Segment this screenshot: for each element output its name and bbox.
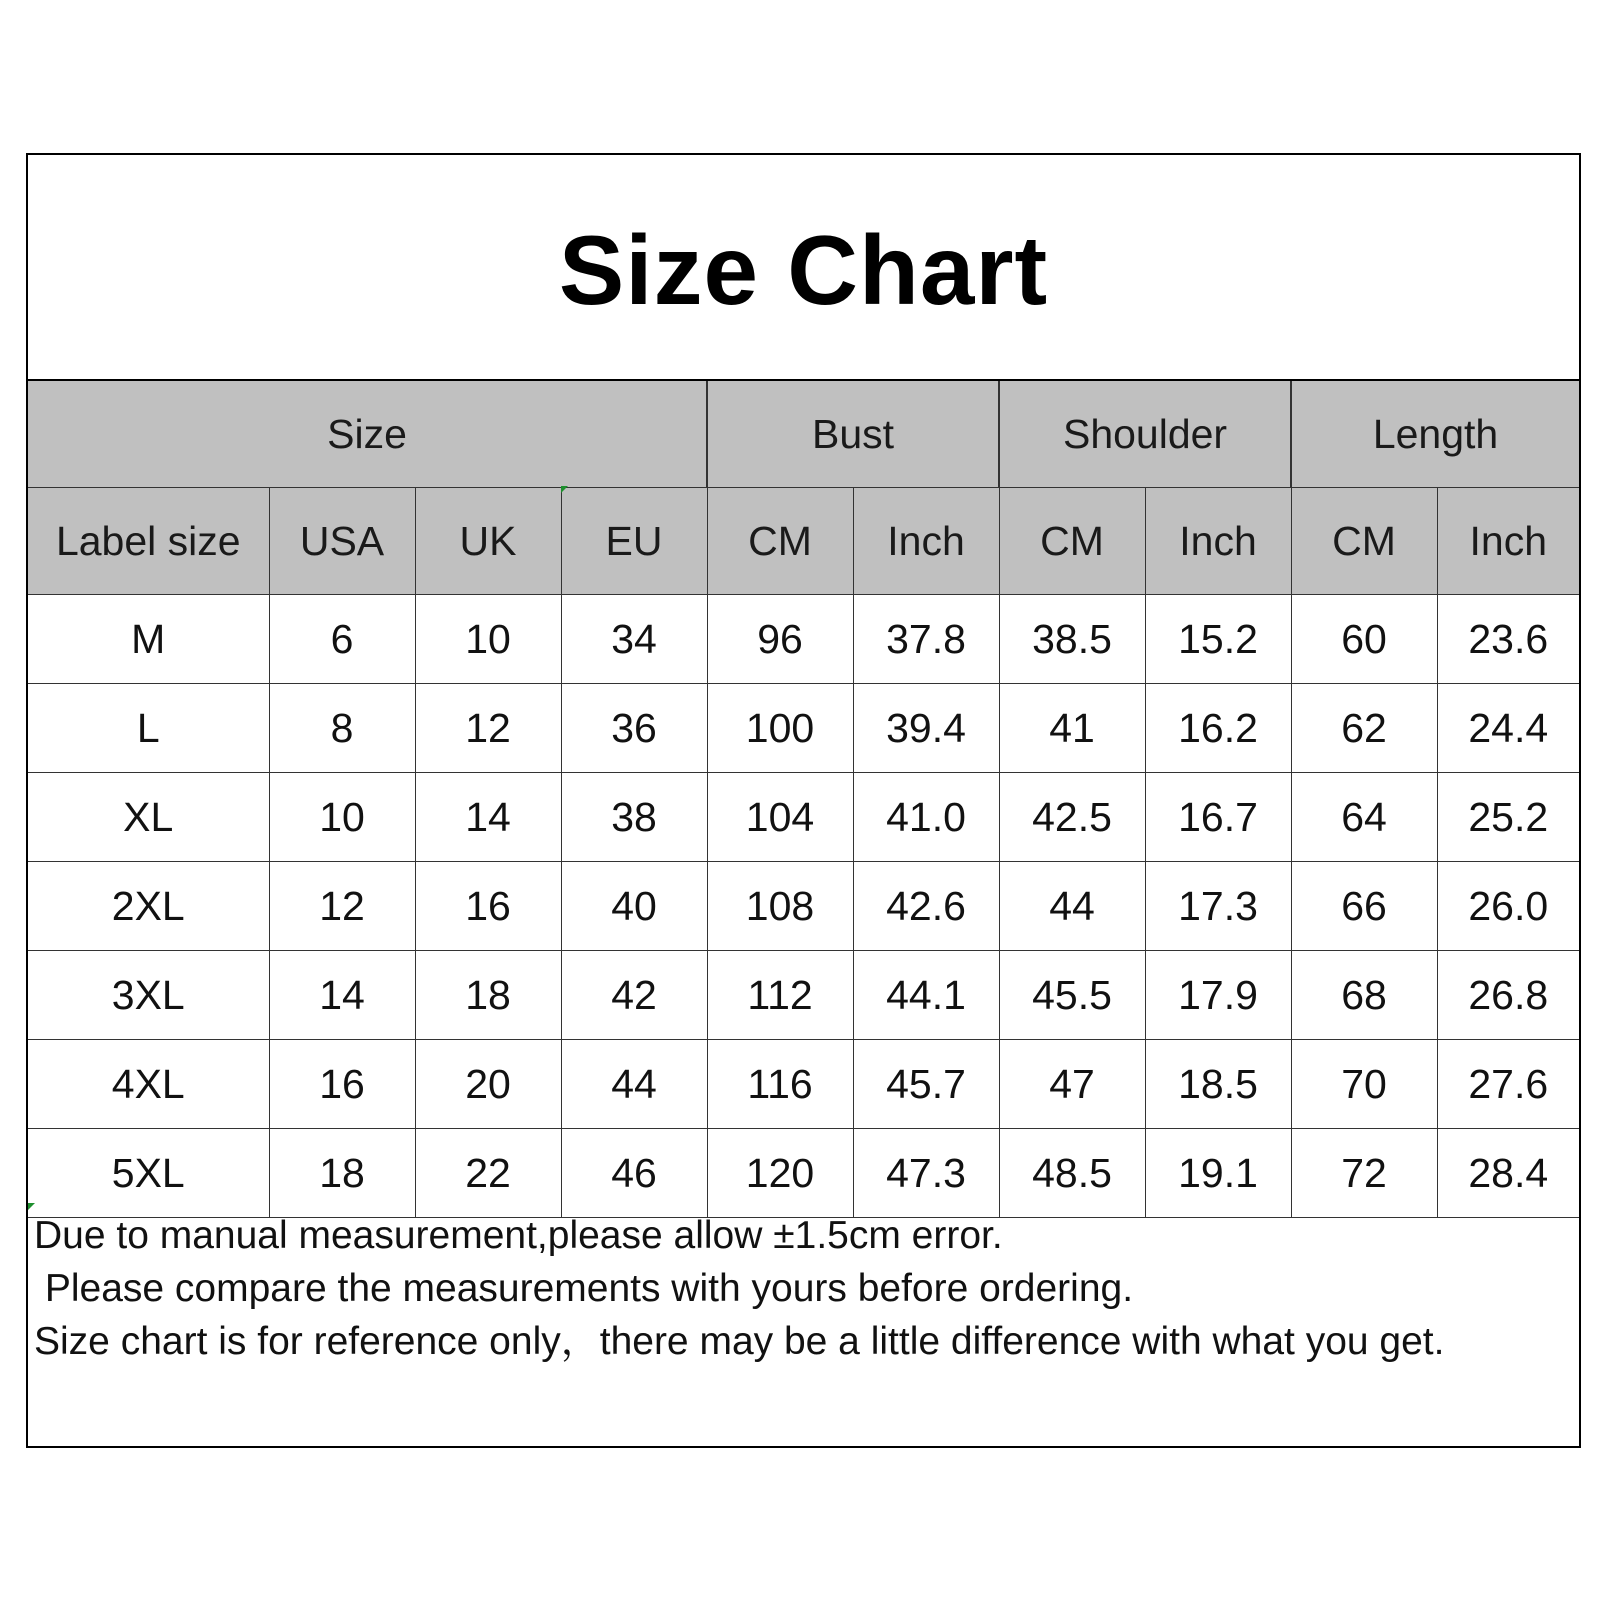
bust-cm-cell: 108: [707, 862, 853, 951]
usa-cell: 14: [269, 951, 415, 1040]
title-box: [28, 155, 1579, 381]
label-size-cell: M: [28, 595, 269, 684]
bust-inch-cell: 45.7: [853, 1040, 999, 1129]
shoulder-cm-cell: 48.5: [999, 1129, 1145, 1218]
eu-cell: 44: [561, 1040, 707, 1129]
usa-cell: 10: [269, 773, 415, 862]
length-inch-cell: 23.6: [1437, 595, 1579, 684]
uk-cell: 18: [415, 951, 561, 1040]
uk-cell: 22: [415, 1129, 561, 1218]
usa-cell: 16: [269, 1040, 415, 1129]
length-cm-cell: 60: [1291, 595, 1437, 684]
shoulder-inch-cell: 17.9: [1145, 951, 1291, 1040]
length-cm-header: CM: [1291, 488, 1437, 595]
length-cm-cell: 68: [1291, 951, 1437, 1040]
table-row: [28, 773, 1579, 862]
bust-cm-cell: 104: [707, 773, 853, 862]
length-group-header: Length: [1291, 381, 1579, 488]
shoulder-inch-header: Inch: [1145, 488, 1291, 595]
usa-cell: 18: [269, 1129, 415, 1218]
shoulder-inch-cell: 18.5: [1145, 1040, 1291, 1129]
bust-inch-cell: 44.1: [853, 951, 999, 1040]
usa-header: USA: [269, 488, 415, 595]
table-row: [28, 1129, 1579, 1218]
shoulder-inch-cell: 17.3: [1145, 862, 1291, 951]
note-line: Please compare the measurements with yours before ordering.: [34, 1267, 1134, 1310]
uk-cell: 10: [415, 595, 561, 684]
bust-inch-cell: 37.8: [853, 595, 999, 684]
cell-marker-icon: [561, 486, 568, 493]
length-inch-cell: 25.2: [1437, 773, 1579, 862]
shoulder-cm-header: CM: [999, 488, 1145, 595]
sub-header-row: [28, 488, 1579, 595]
label-size-cell: XL: [28, 773, 269, 862]
size-chart-sheet: [26, 153, 1581, 1448]
shoulder-inch-cell: 15.2: [1145, 595, 1291, 684]
table-row: [28, 684, 1579, 773]
bust-inch-cell: 41.0: [853, 773, 999, 862]
eu-cell: 46: [561, 1129, 707, 1218]
uk-cell: 20: [415, 1040, 561, 1129]
length-cm-cell: 66: [1291, 862, 1437, 951]
shoulder-inch-cell: 16.7: [1145, 773, 1291, 862]
uk-header: UK: [415, 488, 561, 595]
label-size-header: Label size: [28, 488, 269, 595]
uk-cell: 16: [415, 862, 561, 951]
shoulder-group-header: Shoulder: [999, 381, 1291, 488]
size-table: [28, 381, 1579, 1218]
eu-header: EU: [561, 488, 707, 595]
bust-inch-header: Inch: [853, 488, 999, 595]
table-row: [28, 595, 1579, 684]
shoulder-cm-cell: 42.5: [999, 773, 1145, 862]
usa-cell: 8: [269, 684, 415, 773]
length-inch-cell: 26.0: [1437, 862, 1579, 951]
usa-cell: 12: [269, 862, 415, 951]
length-inch-cell: 28.4: [1437, 1129, 1579, 1218]
group-header-row: [28, 381, 1579, 488]
bust-cm-header: CM: [707, 488, 853, 595]
label-size-cell: 2XL: [28, 862, 269, 951]
usa-cell: 6: [269, 595, 415, 684]
bust-cm-cell: 120: [707, 1129, 853, 1218]
label-size-cell: 5XL: [28, 1129, 269, 1218]
eu-cell: 36: [561, 684, 707, 773]
note-line: Size chart is for reference only，there may be a little difference with what you get.: [34, 1320, 1445, 1363]
table-row: [28, 951, 1579, 1040]
uk-cell: 12: [415, 684, 561, 773]
shoulder-inch-cell: 16.2: [1145, 684, 1291, 773]
bust-cm-cell: 116: [707, 1040, 853, 1129]
bust-inch-cell: 42.6: [853, 862, 999, 951]
label-size-cell: L: [28, 684, 269, 773]
shoulder-cm-cell: 41: [999, 684, 1145, 773]
shoulder-inch-cell: 19.1: [1145, 1129, 1291, 1218]
eu-cell: 34: [561, 595, 707, 684]
length-inch-cell: 27.6: [1437, 1040, 1579, 1129]
eu-cell: 38: [561, 773, 707, 862]
length-inch-cell: 26.8: [1437, 951, 1579, 1040]
bust-cm-cell: 96: [707, 595, 853, 684]
bust-group-header: Bust: [707, 381, 999, 488]
note-line: Due to manual measurement,please allow ±1.5cm error.: [34, 1214, 1003, 1257]
measurement-notes: [34, 1209, 1554, 1368]
page-title: Size Chart: [558, 214, 1049, 325]
label-size-cell: 4XL: [28, 1040, 269, 1129]
uk-cell: 14: [415, 773, 561, 862]
length-inch-header: Inch: [1437, 488, 1579, 595]
length-cm-cell: 62: [1291, 684, 1437, 773]
size-group-header: Size: [28, 381, 707, 488]
bust-cm-cell: 100: [707, 684, 853, 773]
label-size-cell: 3XL: [28, 951, 269, 1040]
eu-cell: 40: [561, 862, 707, 951]
length-cm-cell: 64: [1291, 773, 1437, 862]
eu-cell: 42: [561, 951, 707, 1040]
shoulder-cm-cell: 45.5: [999, 951, 1145, 1040]
length-cm-cell: 72: [1291, 1129, 1437, 1218]
bust-inch-cell: 39.4: [853, 684, 999, 773]
shoulder-cm-cell: 44: [999, 862, 1145, 951]
table-row: [28, 1040, 1579, 1129]
bust-inch-cell: 47.3: [853, 1129, 999, 1218]
shoulder-cm-cell: 47: [999, 1040, 1145, 1129]
shoulder-cm-cell: 38.5: [999, 595, 1145, 684]
table-row: [28, 862, 1579, 951]
length-inch-cell: 24.4: [1437, 684, 1579, 773]
length-cm-cell: 70: [1291, 1040, 1437, 1129]
bust-cm-cell: 112: [707, 951, 853, 1040]
